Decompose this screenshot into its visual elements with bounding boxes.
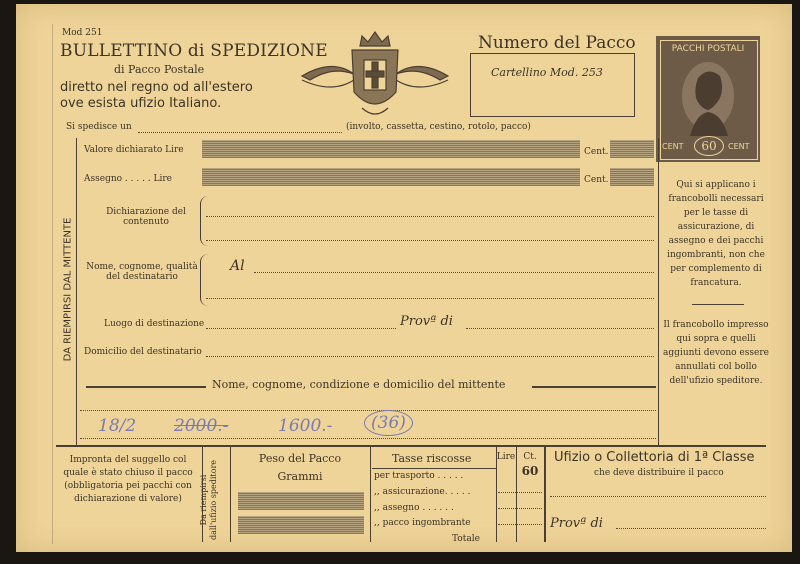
stamp-cent-right: CENT xyxy=(728,142,750,151)
assegno-cent-label: Cent. xyxy=(584,175,609,185)
assegno-field[interactable] xyxy=(202,168,580,186)
postal-form xyxy=(16,4,792,552)
ct-header: Ct. xyxy=(523,452,537,462)
valore-cent-field[interactable] xyxy=(610,140,654,158)
right-note-annullati: Il francobollo impresso qui sopra e quelli aggiunti devono essere annullati col bollo dell'ufizio speditore. xyxy=(663,320,769,386)
lire-header: Lire xyxy=(496,452,516,462)
tasse-ingombrante-label: ,, pacco ingombrante xyxy=(374,518,471,528)
right-note-applicano: Qui si applicano i francobolli necessari per le tasse di assicurazione, di assegno e dei pacchi ingombranti, non che per complemento di francatura. xyxy=(667,180,765,288)
luogo-field[interactable] xyxy=(206,328,396,329)
luogo-prov-label: Provª di xyxy=(400,314,453,329)
dichiarazione-label: Dichiarazione del contenuto xyxy=(106,207,186,227)
dichiarazione-line2[interactable] xyxy=(206,240,654,241)
mittente-label: Nome, cognome, condizione e domicilio del mittente xyxy=(212,378,506,391)
ufizio-label: Ufizio o Collettoria di 1ª Classe xyxy=(554,450,755,465)
coat-of-arms-emblem xyxy=(292,28,458,124)
tasse-trasporto-label: per trasporto . . . . . xyxy=(374,471,464,481)
handwritten-struck-value: 2000.- xyxy=(174,416,229,436)
grammi-label: Grammi xyxy=(277,470,323,483)
mittente-line2[interactable] xyxy=(80,438,656,439)
si-spedisce-label: Si spedisce un xyxy=(66,122,132,132)
tasse-label: Tasse riscosse xyxy=(392,452,472,465)
impronta-label: Impronta del suggello col quale è stato chiuso il pacco (obbligatoria pei pacchi con dichiarazione di valore) xyxy=(63,455,193,504)
ufizio-prov-field[interactable] xyxy=(616,528,766,529)
peso-field-2[interactable] xyxy=(238,516,364,534)
totale-label: Totale xyxy=(452,534,480,544)
ct-sixty: 60 xyxy=(521,464,539,478)
al-label: Al xyxy=(230,258,245,274)
form-line1: diretto nel regno od all'estero xyxy=(60,80,253,95)
postage-stamp xyxy=(656,36,760,162)
handwritten-value: 1600.- xyxy=(278,416,333,436)
king-portrait-icon xyxy=(678,58,738,138)
valore-label: Valore dichiarato Lire xyxy=(84,145,184,155)
distribuire-label: che deve distribuire il pacco xyxy=(594,468,724,478)
handwritten-number: (36) xyxy=(364,410,413,436)
stamp-cent-left: CENT xyxy=(662,142,684,151)
tasse-row-1[interactable] xyxy=(498,492,542,493)
handwritten-date: 18/2 xyxy=(98,416,137,436)
dichiarazione-line1[interactable] xyxy=(206,216,654,217)
tasse-row-2[interactable] xyxy=(498,508,542,509)
ufizio-field[interactable] xyxy=(550,496,766,497)
nome-line1[interactable] xyxy=(254,272,654,273)
luogo-label: Luogo di destinazione xyxy=(104,319,205,329)
form-title: BULLETTINO di SPEDIZIONE xyxy=(60,41,328,61)
ufizio-prov-label: Provª di xyxy=(550,516,603,531)
form-code: Mod 251 xyxy=(62,28,103,38)
da-riempirsi-label: Da riempirsi dall'ufizio speditore xyxy=(199,459,218,541)
side-label: DA RIEMPIRSI DAL MITTENTE xyxy=(62,217,74,362)
si-spedisce-hint: (involto, cassetta, cestino, rotolo, pacco) xyxy=(346,122,531,132)
mittente-line1[interactable] xyxy=(80,410,656,411)
numero-label: Numero del Pacco xyxy=(478,33,636,53)
si-spedisce-field[interactable] xyxy=(138,132,342,133)
tasse-assegno-label: ,, assegno . . . . . . xyxy=(374,503,454,513)
form-line2: ove esista ufizio Italiano. xyxy=(60,96,222,111)
valore-field[interactable] xyxy=(202,140,580,158)
cartellino-label: Cartellino Mod. 253 xyxy=(491,66,603,79)
tasse-row-3[interactable] xyxy=(498,524,542,525)
assegno-label: Assegno . . . . . Lire xyxy=(84,174,172,184)
form-subtitle: di Pacco Postale xyxy=(114,63,205,76)
nome-label: Nome, cognome, qualità del destinatario xyxy=(86,262,198,282)
stamp-value: 60 xyxy=(694,136,724,156)
domicilio-field[interactable] xyxy=(206,356,654,357)
domicilio-label: Domicilio del destinatario xyxy=(84,347,202,357)
valore-cent-label: Cent. xyxy=(584,147,609,157)
nome-line2[interactable] xyxy=(206,298,654,299)
stamp-top-text: PACCHI POSTALI xyxy=(671,44,745,54)
peso-field-1[interactable] xyxy=(238,492,364,510)
luogo-prov-field[interactable] xyxy=(466,328,654,329)
peso-label: Peso del Pacco xyxy=(258,452,342,465)
numero-box[interactable] xyxy=(470,53,635,117)
tasse-assicurazione-label: ,, assicurazione. . . . . xyxy=(374,487,471,497)
assegno-cent-field[interactable] xyxy=(610,168,654,186)
